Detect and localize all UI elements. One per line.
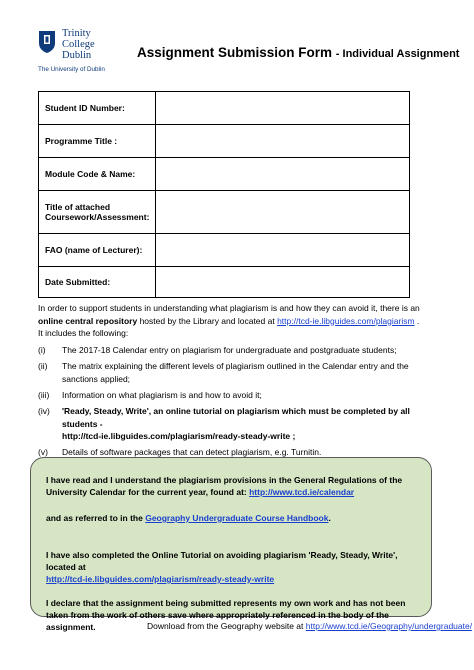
declaration-p3 xyxy=(46,549,421,585)
list-item xyxy=(38,405,438,443)
list-text: The 2017-18 Calendar entry on plagiarism for undergraduate and postgraduate students; xyxy=(62,345,397,355)
list-number: (iv) xyxy=(38,405,50,416)
tutorial-link[interactable]: http://tcd-ie.libguides.com/plagiarism/ready-steady-write xyxy=(46,574,275,584)
plagiarism-link[interactable]: http://tcd-ie.libguides.com/plagiarism xyxy=(277,315,415,326)
intro-text: In order to support students in understanding what plagiarism is and how they can avoid it, there is an xyxy=(38,303,420,313)
date-submitted-field[interactable] xyxy=(156,267,410,298)
logo-line: Dublin xyxy=(62,50,92,61)
intro-text: hosted by the Library and located at xyxy=(137,315,278,326)
declaration-text: and as referred to in the xyxy=(46,513,146,523)
footer-note xyxy=(147,621,472,631)
declaration-text: I have read and I understand the plagiarism provisions in the General Regulations of the University Calendar for the current year, found at: xyxy=(46,475,403,497)
footer-text: Download from the Geography website at xyxy=(147,621,306,631)
list-item xyxy=(38,389,438,402)
title-main: Assignment Submission Form xyxy=(137,45,333,60)
coursework-title-label: Title of attached Coursework/Assessment: xyxy=(39,191,156,234)
list-tail: ; xyxy=(290,431,296,442)
list-number: (v) xyxy=(38,447,48,458)
module-label: Module Code & Name: xyxy=(39,158,156,191)
list-number: (iii) xyxy=(38,389,50,400)
list-item xyxy=(38,360,438,386)
logo-line: Trinity xyxy=(62,28,91,39)
declaration-p1 xyxy=(46,474,421,498)
calendar-link[interactable]: http://www.tcd.ie/calendar xyxy=(249,487,355,497)
list-number: (ii) xyxy=(38,360,48,371)
form-row xyxy=(39,92,410,125)
form-row xyxy=(39,191,410,234)
coursework-title-field[interactable] xyxy=(156,191,410,234)
list-bold-text: 'Ready, Steady, Write', an online tutorial on plagiarism which must be completed by all students - xyxy=(62,405,410,429)
intro-text: . xyxy=(414,315,420,326)
student-id-label: Student ID Number: xyxy=(39,92,156,125)
declaration-text: I have also completed the Online Tutorial on avoiding plagiarism 'Ready, Steady, Write', located at xyxy=(46,550,398,572)
submission-form-table xyxy=(38,91,410,298)
page-title xyxy=(137,45,459,60)
crest-icon xyxy=(38,30,56,54)
declaration-text: . xyxy=(328,513,331,523)
declaration-p4: I declare that the assignment being submitted represents my own work and has not been taken from the work of others save where appropriately referenced in the body of the assignment. xyxy=(46,598,406,632)
university-logo xyxy=(38,26,118,78)
list-text: Information on what plagiarism is and how to avoid it; xyxy=(62,389,262,400)
lecturer-field[interactable] xyxy=(156,234,410,267)
title-sub: - Individual Assignment xyxy=(335,48,460,60)
ready-steady-write-link[interactable]: http://tcd-ie.libguides.com/plagiarism/ready-steady-write xyxy=(62,431,291,442)
list-text: The matrix explaining the different levels of plagiarism outlined in the Calendar entry and the sanctions applied; xyxy=(62,360,409,384)
student-id-field[interactable] xyxy=(156,92,410,125)
list-text: Details of software packages that can detect plagiarism, e.g. Turnitin. xyxy=(62,447,322,458)
form-row xyxy=(39,125,410,158)
module-field[interactable] xyxy=(156,158,410,191)
logo-subtitle: The University of Dublin xyxy=(38,66,105,73)
programme-title-label: Programme Title : xyxy=(39,125,156,158)
list-item xyxy=(38,344,438,357)
course-handbook-link[interactable]: Geography Undergraduate Course Handbook xyxy=(145,513,329,523)
form-row xyxy=(39,158,410,191)
resource-list xyxy=(38,344,438,462)
list-number: (i) xyxy=(38,345,46,355)
logo-wordmark xyxy=(62,28,95,61)
intro-bold: online central repository xyxy=(38,315,138,326)
declaration-p2 xyxy=(46,512,421,524)
intro-text: It includes the following: xyxy=(38,328,129,338)
programme-title-field[interactable] xyxy=(156,125,410,158)
geography-website-link[interactable]: http://www.tcd.ie/Geography/undergraduate/ xyxy=(305,621,473,631)
form-row xyxy=(39,267,410,298)
logo-line: College xyxy=(62,39,95,50)
lecturer-label: FAO (name of Lecturer): xyxy=(39,234,156,267)
form-row xyxy=(39,234,410,267)
intro-paragraph xyxy=(38,302,428,340)
date-submitted-label: Date Submitted: xyxy=(39,267,156,298)
